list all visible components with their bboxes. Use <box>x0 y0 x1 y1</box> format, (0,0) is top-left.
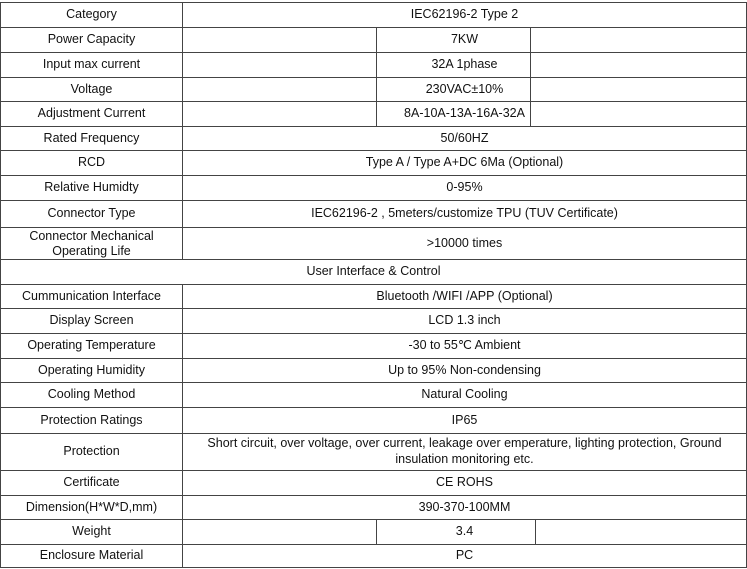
row-value: 32A 1phase <box>183 53 747 77</box>
table-row <box>0 333 747 358</box>
row-label: Input max current <box>0 53 183 77</box>
row-value: Bluetooth /WIFI /APP (Optional) <box>183 285 747 308</box>
row-value: Type A / Type A+DC 6Ma (Optional) <box>183 151 747 175</box>
table-row <box>0 495 747 519</box>
row-value: Short circuit, over voltage, over current, leakage over emperature, lighting protection, Ground insulation monitoring etc. <box>183 434 747 470</box>
table-row <box>0 308 747 333</box>
row-label: Protection <box>0 434 183 470</box>
row-label: Operating Humidity <box>0 359 183 382</box>
cell-divider <box>376 102 377 126</box>
row-value: LCD 1.3 inch <box>183 309 747 333</box>
row-value: 0-95% <box>183 176 747 200</box>
row-label: Enclosure Material <box>0 545 183 567</box>
table-row <box>0 284 747 308</box>
table-row <box>0 227 747 259</box>
cell-divider <box>530 78 531 101</box>
row-value: -30 to 55℃ Ambient <box>183 334 747 358</box>
table-row <box>0 519 747 544</box>
cell-divider <box>376 28 377 52</box>
row-value: IEC62196-2 Type 2 <box>183 3 747 27</box>
row-value: IEC62196-2 , 5meters/customize TPU (TUV Certificate) <box>183 201 747 227</box>
row-value: 3.4 <box>183 520 747 544</box>
row-value: IP65 <box>183 408 747 433</box>
row-value: 7KW <box>183 28 747 52</box>
row-label: Adjustment Current <box>0 102 183 126</box>
cell-divider <box>530 53 531 77</box>
row-value: >10000 times <box>183 228 747 259</box>
cell-divider <box>530 28 531 52</box>
row-label: Voltage <box>0 78 183 101</box>
row-label: Cummunication Interface <box>0 285 183 308</box>
table-row <box>0 126 747 150</box>
row-value: 390-370-100MM <box>183 496 747 519</box>
table-row <box>0 2 747 27</box>
row-label: Operating Temperature <box>0 334 183 358</box>
table-row <box>0 52 747 77</box>
row-label: Dimension(H*W*D,mm) <box>0 496 183 519</box>
table-row <box>0 200 747 227</box>
cell-divider <box>376 53 377 77</box>
row-value: 8A-10A-13A-16A-32A <box>183 102 747 126</box>
table-row <box>0 433 747 470</box>
row-value: 230VAC±10% <box>183 78 747 101</box>
row-label: RCD <box>0 151 183 175</box>
table-row <box>0 407 747 433</box>
table-row <box>0 27 747 52</box>
table-row <box>0 544 747 568</box>
row-value: CE ROHS <box>183 471 747 495</box>
row-label: Power Capacity <box>0 28 183 52</box>
cell-divider <box>535 520 536 544</box>
cell-divider <box>376 520 377 544</box>
row-label: Connector Type <box>0 201 183 227</box>
table-row <box>0 470 747 495</box>
table-row <box>0 358 747 382</box>
row-label: Rated Frequency <box>0 127 183 150</box>
table-row <box>0 77 747 101</box>
table-row <box>0 175 747 200</box>
row-value: 50/60HZ <box>183 127 747 150</box>
row-value: PC <box>183 545 747 567</box>
table-row <box>0 382 747 407</box>
cell-divider <box>530 102 531 126</box>
row-label: Protection Ratings <box>0 408 183 433</box>
row-label: Category <box>0 3 183 27</box>
section-row <box>0 259 747 284</box>
row-label: Relative Humidty <box>0 176 183 200</box>
row-label: Certificate <box>0 471 183 495</box>
row-label: Cooling Method <box>0 383 183 407</box>
row-label: Weight <box>0 520 183 544</box>
row-label: Display Screen <box>0 309 183 333</box>
row-label: Connector Mechanical Operating Life <box>0 228 183 259</box>
row-value: Natural Cooling <box>183 383 747 407</box>
cell-divider <box>376 78 377 101</box>
table-row <box>0 101 747 126</box>
row-value: Up to 95% Non-condensing <box>183 359 747 382</box>
section-title: User Interface & Control <box>0 260 747 284</box>
table-row <box>0 150 747 175</box>
